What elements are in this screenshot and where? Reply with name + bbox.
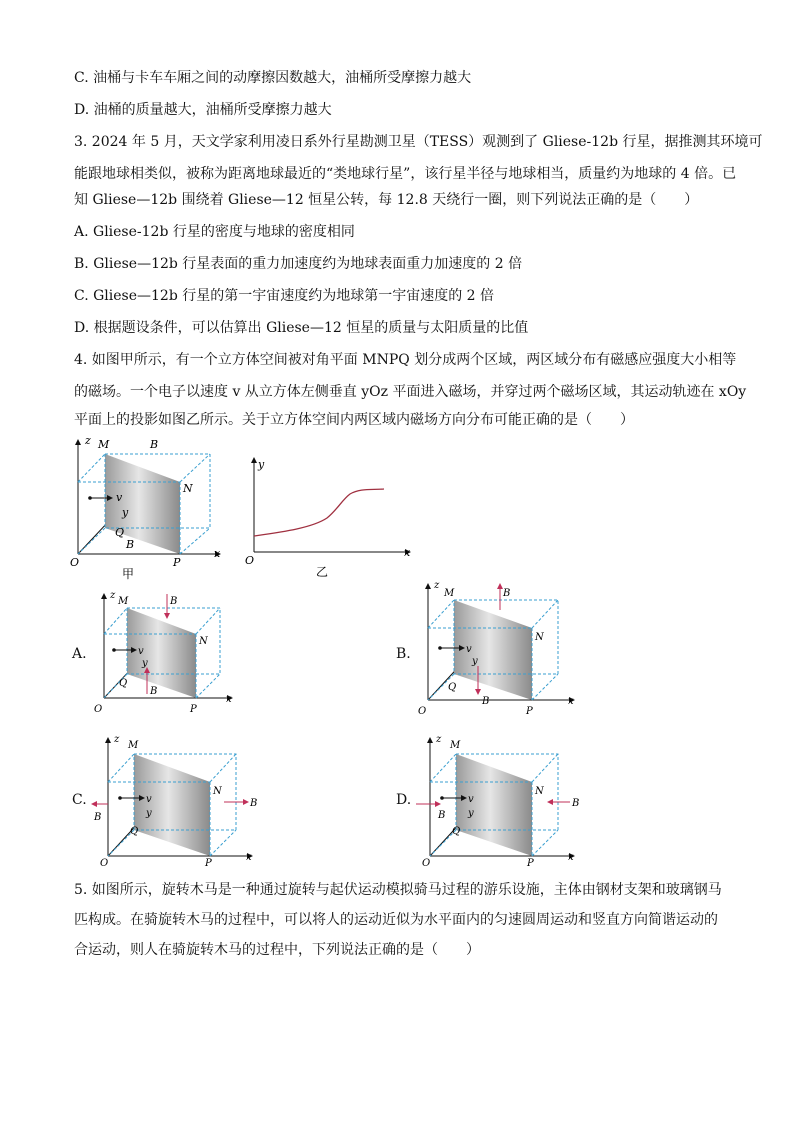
label-q: Q: [119, 678, 128, 689]
label-v: v: [468, 794, 474, 805]
label-q: Q: [115, 526, 125, 539]
q5-stem-line-2: 匹构成。在骑旋转木马的过程中，可以将人的运动近似为水平面内的匀速圆周运动和竖直方向简谐运动的: [74, 912, 718, 928]
label-b-top: B: [150, 438, 159, 451]
q3-option-d: D. 根据题设条件，可以估算出 Gliese—12 恒星的质量与太阳质量的比值: [74, 320, 529, 336]
q4-stem-line-1: 4. 如图甲所示，有一个立方体空间被对角平面 MNPQ 划分成两个区域，两区域分布有磁感应强度大小相等: [74, 352, 737, 368]
axis-x-label: x: [214, 547, 221, 560]
label-o: O: [70, 556, 80, 569]
label-p: P: [173, 556, 181, 569]
caption-yi: 乙: [316, 565, 329, 579]
label-v: v: [466, 644, 472, 655]
label-q: Q: [130, 826, 139, 837]
axis-x-label: x: [226, 694, 232, 705]
axis-z-label: z: [110, 590, 116, 601]
q3-stem-line-3: 知 Gliese—12b 围绕着 Gliese—12 恒星公转，每 12.8 天绕行一圈，则下列说法正确的是（ ）: [74, 192, 699, 208]
label-b-top: B: [170, 596, 178, 607]
label-n: N: [213, 786, 222, 797]
q5-stem-line-1: 5. 如图所示，旋转木马是一种通过旋转与起伏运动模拟骑马过程的游乐设施，主体由钢材支架和玻璃钢马: [74, 882, 722, 898]
axis-y-label: y: [122, 506, 129, 519]
label-q: Q: [448, 682, 457, 693]
axis-y-label: y: [468, 808, 474, 819]
label-p: P: [526, 706, 533, 717]
q4-stem-line-2: 的磁场。一个电子以速度 v 从立方体左侧垂直 yOz 平面进入磁场，并穿过两个磁场区域，其运动轨迹在 xOy: [74, 384, 747, 400]
q3-option-c: C. Gliese—12b 行星的第一宇宙速度约为地球第一宇宙速度的 2 倍: [74, 288, 495, 304]
label-m: M: [128, 740, 139, 751]
label-v: v: [116, 491, 123, 504]
label-p: P: [205, 858, 212, 869]
label-v: v: [138, 646, 144, 657]
label-m: M: [444, 588, 455, 599]
figure-yi-graph: [242, 452, 418, 582]
axis-y-label: y: [146, 808, 152, 819]
label-o: O: [422, 858, 431, 869]
label-b-right: B: [250, 798, 258, 809]
graph-origin-label: O: [245, 554, 255, 567]
axis-x-label: x: [568, 852, 574, 863]
label-o: O: [418, 706, 427, 717]
label-b-bottom: B: [126, 538, 135, 551]
label-b-bottom: B: [150, 686, 158, 697]
label-b-left: B: [438, 810, 446, 821]
option-a-label: A.: [72, 646, 87, 662]
option-b-cube: [416, 578, 581, 720]
label-v: v: [146, 794, 152, 805]
q4-stem-line-3: 平面上的投影如图乙所示。关于立方体空间内两区域内磁场方向分布可能正确的是（ ）: [74, 412, 634, 428]
label-q: Q: [452, 826, 461, 837]
label-b-right: B: [572, 798, 580, 809]
q5-stem-line-3: 合运动，则人在骑旋转木马的过程中，下列说法正确的是（ ）: [74, 942, 480, 958]
q3-stem-line-1: 3. 2024 年 5 月，天文学家利用凌日系外行星勘测卫星（TESS）观测到了 Gliese-12b 行星，据推测其环境可: [74, 134, 763, 150]
option-c-cube: [92, 732, 267, 868]
axis-z-label: z: [85, 434, 91, 447]
label-p: P: [527, 858, 534, 869]
q2-option-d: D. 油桶的质量越大，油桶所受摩擦力越大: [74, 102, 332, 118]
label-o: O: [94, 704, 103, 715]
label-m: M: [118, 596, 129, 607]
axis-z-label: z: [436, 734, 442, 745]
axis-z-label: z: [434, 580, 440, 591]
label-n: N: [199, 636, 208, 647]
option-b-label: B.: [396, 646, 411, 662]
trajectory-curve: [254, 489, 384, 536]
q3-stem-line-2: 能跟地球相类似，被称为距离地球最近的“类地球行星”，该行星半径与地球相当，质量约为地球的 4 倍。已: [74, 166, 737, 182]
axis-x-label: x: [568, 696, 574, 707]
q3-option-a: A. Gliese-12b 行星的密度与地球的密度相同: [74, 224, 355, 240]
label-o: O: [100, 858, 109, 869]
label-n: N: [183, 482, 193, 495]
graph-axis-x-label: x: [404, 546, 411, 559]
label-m: M: [98, 438, 110, 451]
option-d-label: D.: [396, 792, 412, 808]
label-b-top: B: [503, 588, 511, 599]
label-n: N: [535, 786, 544, 797]
label-p: P: [190, 704, 197, 715]
label-b-bottom: B: [482, 696, 490, 707]
q3-option-b: B. Gliese—12b 行星表面的重力加速度约为地球表面重力加速度的 2 倍: [74, 256, 523, 272]
option-a-cube: [92, 588, 242, 718]
label-n: N: [535, 632, 544, 643]
figure-jia-cube: [60, 432, 230, 580]
caption-jia: 甲: [122, 567, 135, 581]
graph-axis-y-label: y: [258, 458, 265, 471]
axis-z-label: z: [114, 734, 120, 745]
option-d-cube: [414, 732, 589, 868]
label-m: M: [450, 740, 461, 751]
option-c-label: C.: [72, 792, 87, 808]
axis-x-label: x: [246, 852, 252, 863]
axis-y-label: y: [142, 658, 148, 669]
q2-option-c: C. 油桶与卡车车厢之间的动摩擦因数越大，油桶所受摩擦力越大: [74, 70, 472, 86]
label-b-left: B: [94, 812, 102, 823]
axis-y-label: y: [472, 656, 478, 667]
